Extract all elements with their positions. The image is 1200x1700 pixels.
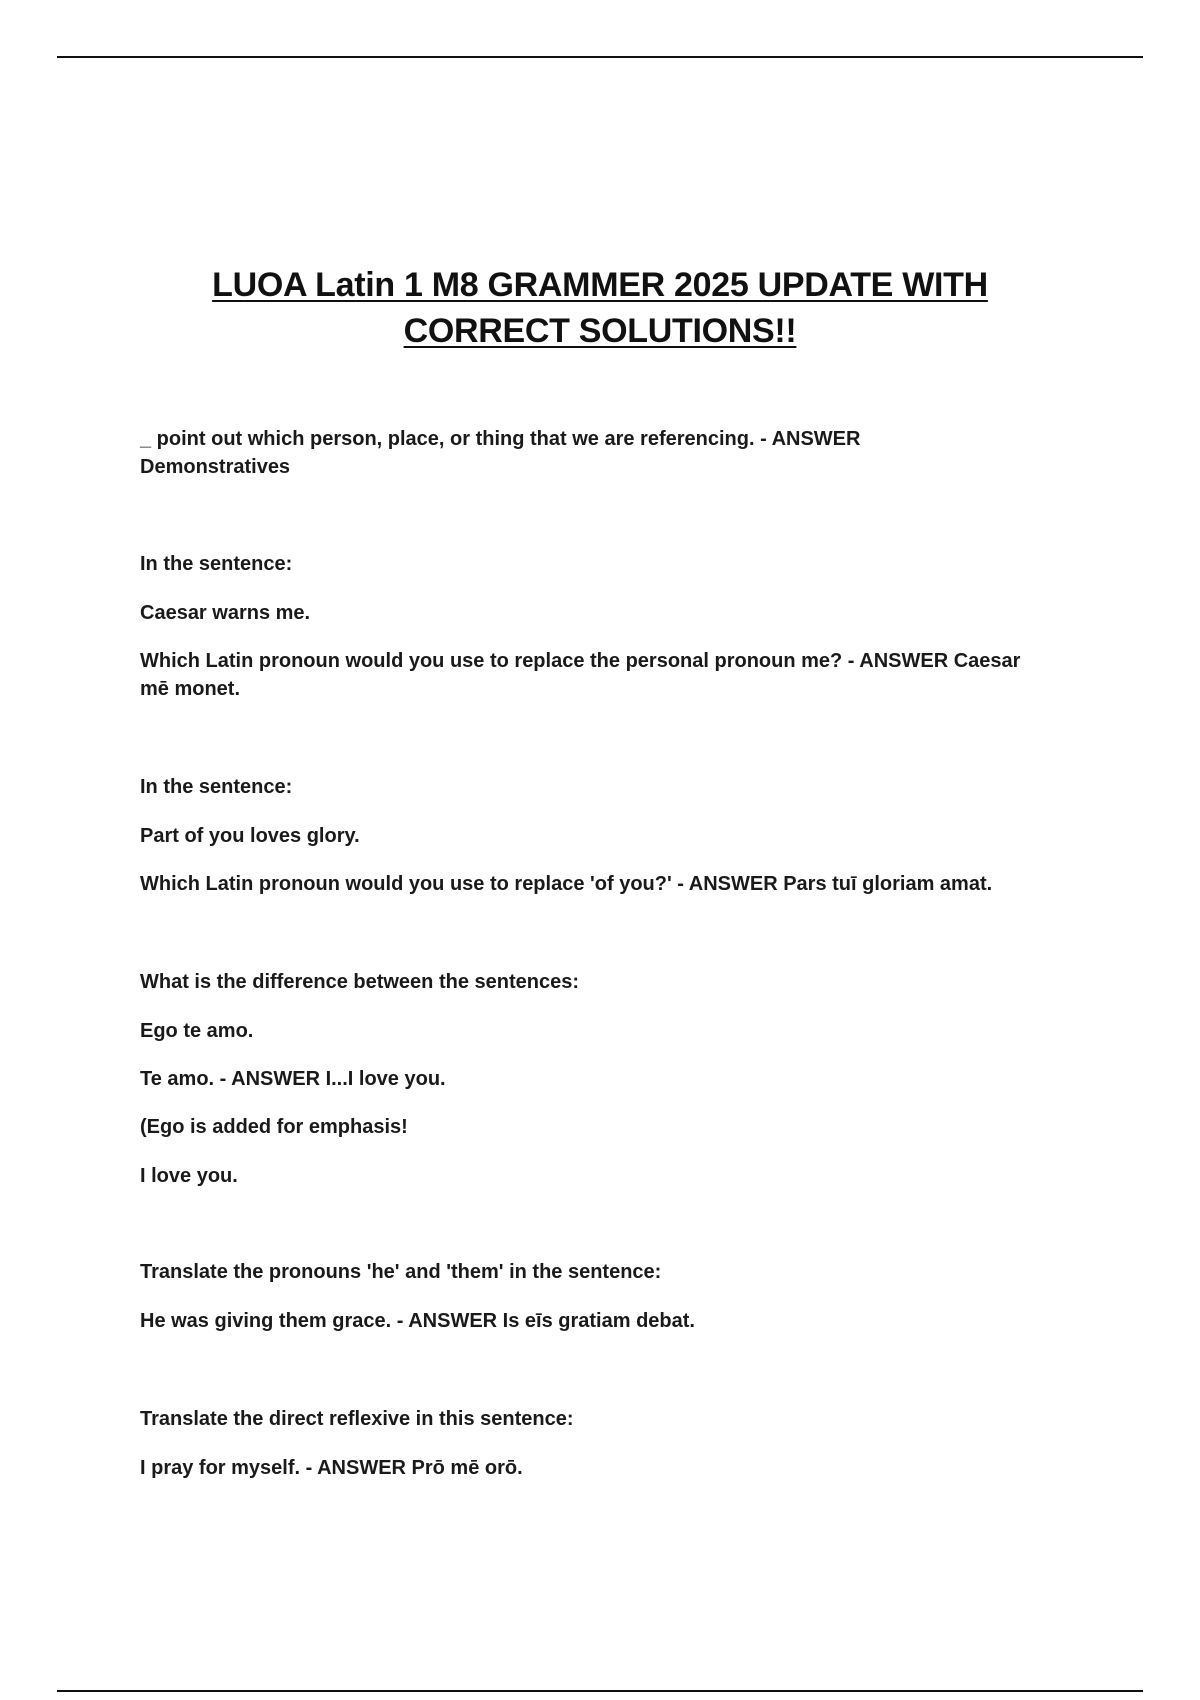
- question-5-answer: He was giving them grace. - ANSWER Is eīs gratiam debat.: [140, 1310, 695, 1332]
- question-4-note: (Ego is added for emphasis!: [140, 1116, 408, 1138]
- question-4-answer: Te amo. - ANSWER I...I love you.: [140, 1068, 446, 1090]
- question-3-sentence: Part of you loves glory.: [140, 825, 360, 847]
- question-4-translation: I love you.: [140, 1165, 238, 1187]
- question-3-prompt: In the sentence:: [140, 776, 293, 798]
- footer-rule: [57, 1690, 1143, 1692]
- question-2-sentence: Caesar warns me.: [140, 602, 311, 624]
- question-2-answer: Which Latin pronoun would you use to replace the personal pronoun me? - ANSWER Caesar mē monet.: [140, 650, 1021, 700]
- document-title: [160, 262, 1040, 354]
- question-6-answer: I pray for myself. - ANSWER Prō mē orō.: [140, 1457, 523, 1479]
- question-1-text: _ point out which person, place, or thing that we are referencing. - ANSWER Demonstratives: [140, 428, 861, 478]
- header-rule: [57, 56, 1143, 58]
- question-4-sentence-1: Ego te amo.: [140, 1020, 254, 1042]
- question-2-prompt: In the sentence:: [140, 553, 293, 575]
- question-4-prompt: What is the difference between the sentences:: [140, 971, 579, 993]
- question-5-prompt: Translate the pronouns 'he' and 'them' in the sentence:: [140, 1261, 662, 1283]
- title-line-2: CORRECT SOLUTIONS!!: [403, 312, 797, 350]
- title-line-1: LUOA Latin 1 M8 GRAMMER 2025 UPDATE WITH: [212, 266, 988, 304]
- question-6-prompt: Translate the direct reflexive in this sentence:: [140, 1408, 574, 1430]
- question-3-answer: Which Latin pronoun would you use to replace 'of you?' - ANSWER Pars tuī gloriam amat.: [140, 873, 993, 895]
